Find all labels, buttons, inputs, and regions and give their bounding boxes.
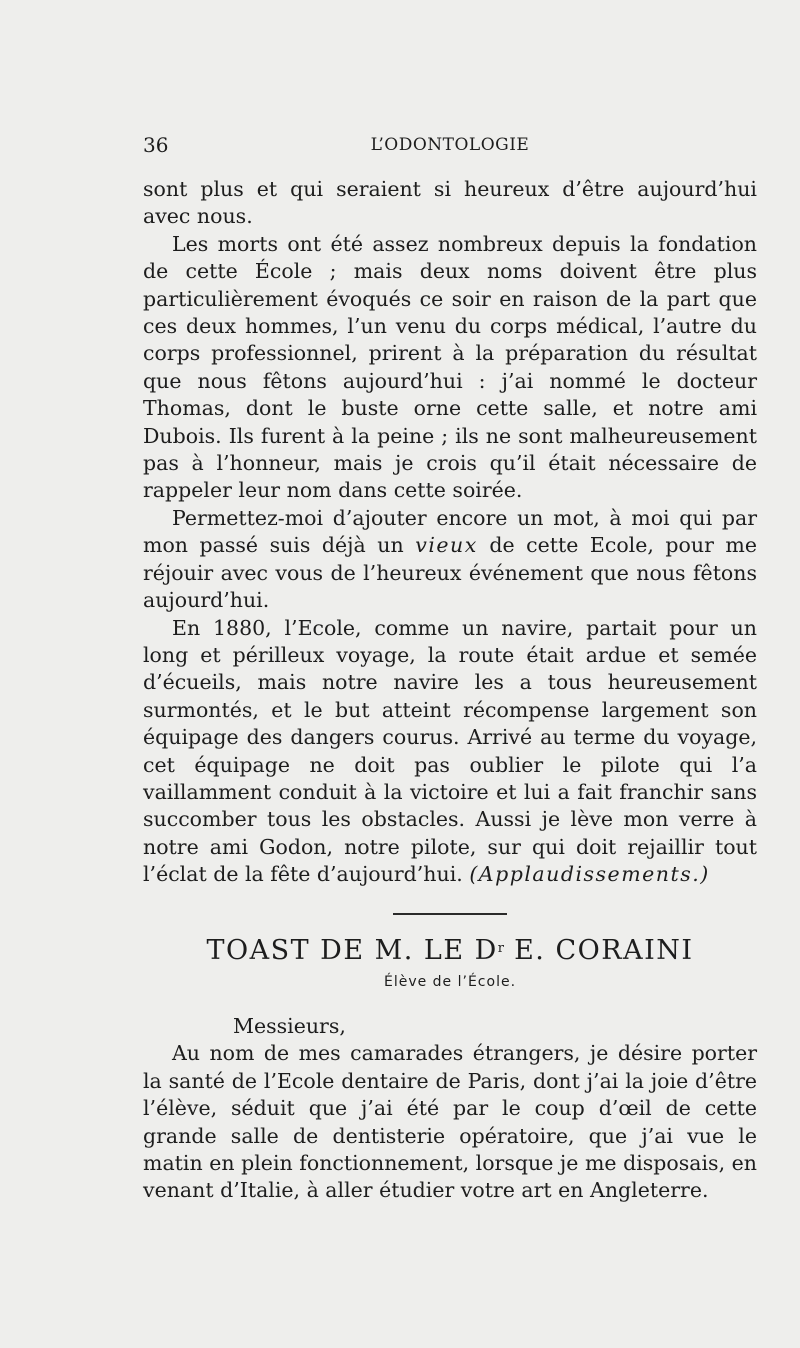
toast-title-sup: r	[497, 941, 505, 956]
toast-title	[143, 934, 757, 968]
section-divider	[393, 913, 507, 915]
applause-note: (Applaudissements.)	[469, 862, 710, 887]
toast-title-name: E. CORAINI	[504, 935, 694, 966]
toast-text	[143, 1013, 757, 1205]
body-text	[143, 176, 757, 889]
toast-title-main: TOAST DE M. LE D	[206, 935, 498, 966]
toast-greeting: Messieurs,	[233, 1014, 346, 1038]
page-number: 36	[143, 133, 169, 157]
paragraph-the-dead: Les morts ont été assez nombreux depuis la fondation de cette École ; mais deux noms doivent être plus particulièrement évoqués ce soir en raison de la part que ces deux hommes, l’un venu du corps médical, l’autre du corps professionnel, prirent à la préparation du résultat que nous fêtons aujourd’hui : j’ai nommé le docteur Thomas, dont le buste orne cette salle, et notre ami Dubois. Ils furent à la peine ; ils ne sont malheureusement pas à l’honneur, mais je crois qu’il était nécessaire de rappeler leur nom dans cette soirée.	[143, 231, 757, 503]
page-header	[143, 133, 757, 163]
paragraph-1880-text: En 1880, l’Ecole, comme un navire, partait pour un long et périlleux voyage, la route était ardue et semée d’écueils, mais notre navire les a tous heureusement surmontés, et le but atteint récompense largement son équipage des dangers courus. Arrivé au terme du voyage, cet équipage ne doit pas oublier le pilote qui l’a vaillamment conduit à la victoire et lui a fait franchir sans succomber tous les obstacles. Aussi je lève mon verre à notre ami Godon, notre pilote, sur qui doit rejaillir tout l’éclat de la fête d’aujourd’hui.	[143, 615, 757, 887]
paragraph-permettez	[143, 505, 757, 615]
toast-subtitle: Élève de l’École.	[383, 974, 517, 990]
toast-paragraph: Au nom de mes camarades étrangers, je désire porter la santé de l’Ecole dentaire de Paris, dont j’ai la joie d’être l’élève, séduit que j’ai été par le coup d’œil de cette grande salle de dentisterie opératoire, que j’ai vue le matin en plein fonctionnement, lorsque je me disposais, en venant d’Italie, à aller étudier votre art en Angleterre.	[143, 1041, 757, 1203]
paragraph-permettez-start: Permettez-moi d’ajouter encore un mot, à moi qui par mon passé suis déjà un	[143, 505, 757, 558]
running-title: L’ODONTOLOGIE	[370, 135, 530, 155]
paragraph-1880	[143, 615, 757, 889]
emphasis-vieux: vieux	[415, 533, 478, 558]
paragraph-permettez-end: de cette Ecole, pour me réjouir avec vous de l’heureux événement que nous fêtons aujourd’hui.	[143, 533, 757, 613]
paragraph-continuation: sont plus et qui seraient si heureux d’être aujourd’hui avec nous.	[143, 177, 757, 229]
